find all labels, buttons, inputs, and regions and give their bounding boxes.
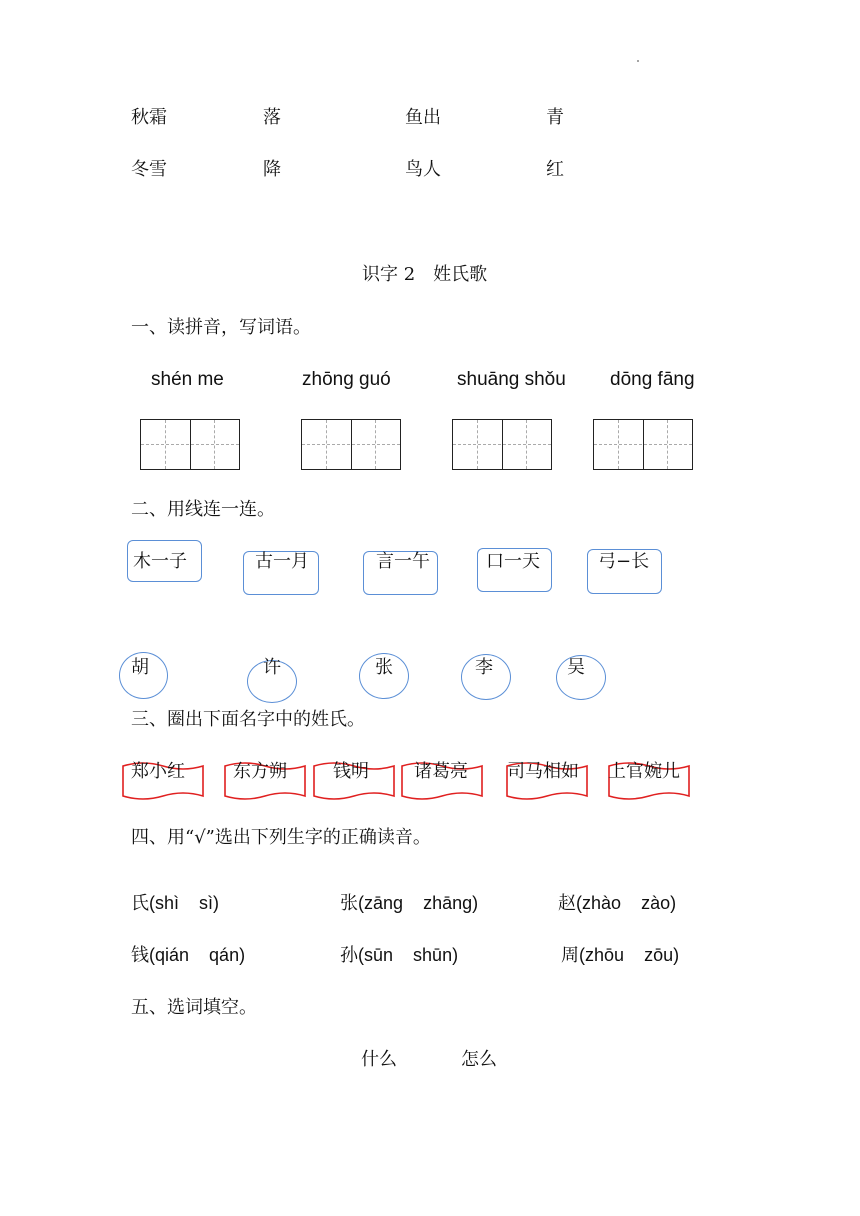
top-word: 红 [546, 159, 564, 180]
pinyin-prompt: zhōng guó [302, 369, 391, 390]
writing-grid[interactable] [140, 419, 240, 470]
name-label: 东方朔 [233, 761, 287, 782]
top-word: 鸟人 [405, 159, 441, 180]
word-part-label: 言一午 [376, 551, 430, 572]
reading-item[interactable]: 周(zhōu zōu) [561, 945, 680, 965]
name-label: 钱明 [333, 761, 369, 782]
word-part-label: 口一天 [486, 551, 540, 572]
surname-label: 李 [475, 657, 493, 678]
pinyin-prompt: dōng fāng [610, 369, 695, 390]
writing-grid[interactable] [452, 419, 552, 470]
top-word: 落 [263, 107, 281, 128]
word-part-label: 弓−长 [598, 551, 650, 572]
surname-label: 吴 [567, 657, 585, 678]
section-5-heading: 五、选词填空。 [131, 997, 257, 1018]
word-part-label: 古一月 [255, 551, 309, 572]
reading-item[interactable]: 钱(qián qán) [131, 945, 246, 965]
top-word: 鱼出 [405, 107, 441, 128]
reading-item[interactable]: 张(zāng zhāng) [340, 893, 479, 913]
name-label: 诸葛亮 [414, 761, 468, 782]
pinyin-prompt: shén me [151, 369, 224, 390]
section-1-heading: 一、读拼音，写词语。 [131, 317, 311, 338]
section-4-heading: 四、用“√”选出下列生字的正确读音。 [131, 827, 431, 848]
top-word: 降 [263, 159, 281, 180]
lesson-title: 识字 2 姓氏歌 [362, 264, 488, 285]
section-2-heading: 二、用线连一连。 [131, 499, 275, 520]
reading-item[interactable]: 氏(shì sì) [131, 893, 220, 913]
reading-item[interactable]: 赵(zhào zào) [558, 893, 677, 913]
top-word: 冬雪 [131, 159, 167, 180]
pinyin-prompt: shuāng shǒu [457, 369, 566, 390]
top-word: 秋霜 [131, 107, 167, 128]
choice-word: 什么 [361, 1049, 397, 1070]
surname-label: 张 [375, 657, 393, 678]
page-dot [637, 60, 639, 62]
choice-word: 怎么 [461, 1049, 497, 1070]
surname-label: 许 [263, 657, 281, 678]
section-3-heading: 三、圈出下面名字中的姓氏。 [131, 709, 365, 730]
reading-item[interactable]: 孙(sūn shūn) [340, 945, 459, 965]
top-word: 青 [546, 107, 564, 128]
name-label: 郑小红 [131, 761, 185, 782]
name-label: 上官婉儿 [608, 761, 680, 782]
surname-label: 胡 [131, 657, 149, 678]
writing-grid[interactable] [593, 419, 693, 470]
name-label: 司马相如 [507, 761, 579, 782]
writing-grid[interactable] [301, 419, 401, 470]
word-part-label: 木一子 [133, 551, 187, 572]
